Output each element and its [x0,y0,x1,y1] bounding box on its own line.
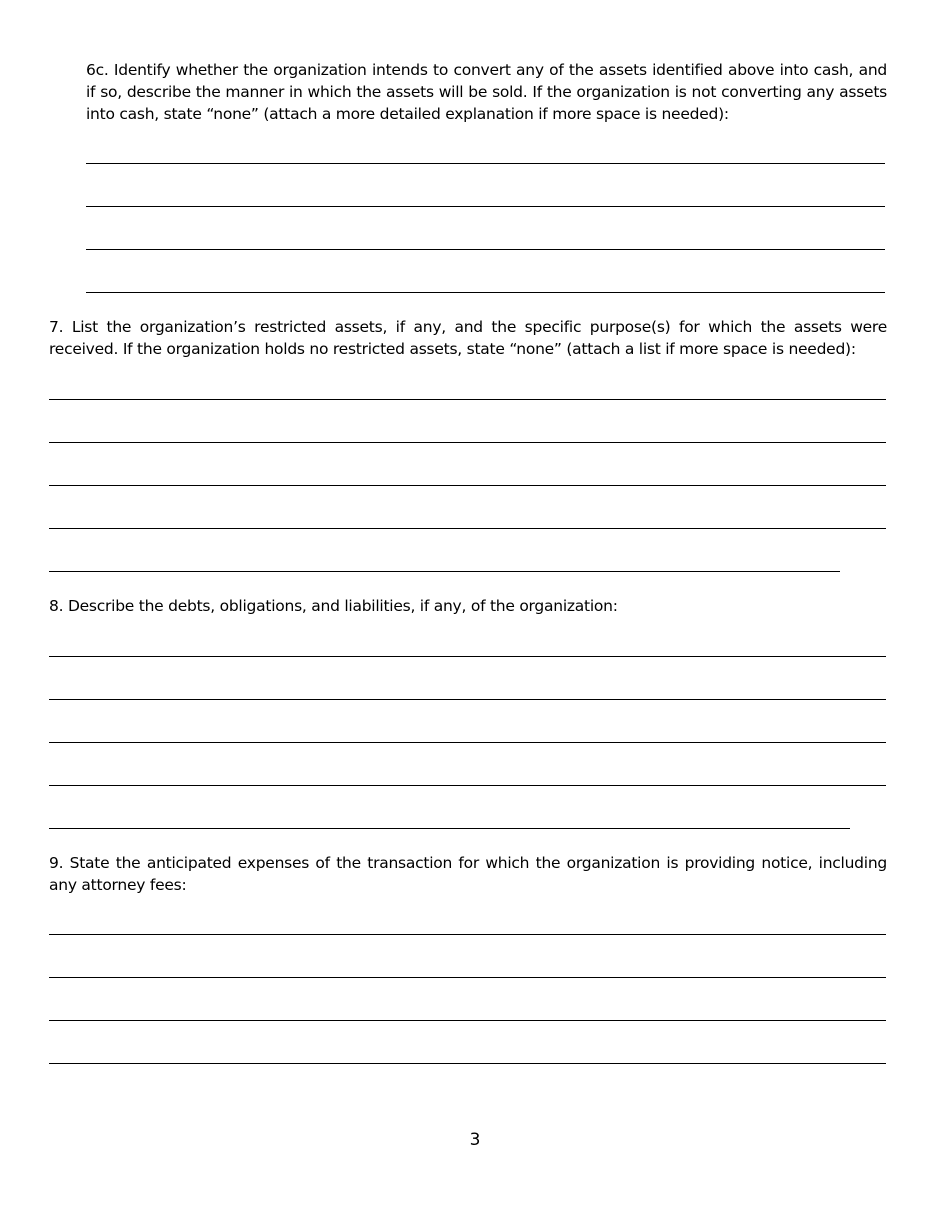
answer-line-9-4[interactable] [49,1063,886,1064]
answer-line-8-4[interactable] [49,785,886,786]
question-8-text: 8. Describe the debts, obligations, and liabilities, if any, of the organization: [49,597,618,615]
answer-line-7-3[interactable] [49,485,886,486]
answer-line-7-1[interactable] [49,399,886,400]
answer-line-9-3[interactable] [49,1020,886,1021]
answer-line-8-3[interactable] [49,742,886,743]
answer-line-8-1[interactable] [49,656,886,657]
answer-line-6c-1[interactable] [86,163,885,164]
answer-line-8-2[interactable] [49,699,886,700]
question-7-text: 7. List the organization’s restricted assets, if any, and the specific purpose(s) for which the assets were received. If the organization holds no restricted assets, state “none” (attach a list if more space is needed): [49,318,887,358]
answer-line-9-1[interactable] [49,934,886,935]
answer-line-6c-4[interactable] [86,292,885,293]
page-number: 3 [469,1130,481,1150]
question-9-text: 9. State the anticipated expenses of the transaction for which the organization is providing notice, including any attorney fees: [49,854,887,894]
question-6c-text: 6c. Identify whether the organization intends to convert any of the assets identified above into cash, and if so, describe the manner in which the assets will be sold. If the organization is not converting any assets into cash, state “none” (attach a more detailed explanation if more space is needed): [86,61,887,123]
answer-line-7-2[interactable] [49,442,886,443]
answer-line-6c-3[interactable] [86,249,885,250]
answer-line-9-2[interactable] [49,977,886,978]
answer-line-7-5[interactable] [49,571,840,572]
answer-line-7-4[interactable] [49,528,886,529]
answer-line-6c-2[interactable] [86,206,885,207]
answer-line-8-5[interactable] [49,828,850,829]
